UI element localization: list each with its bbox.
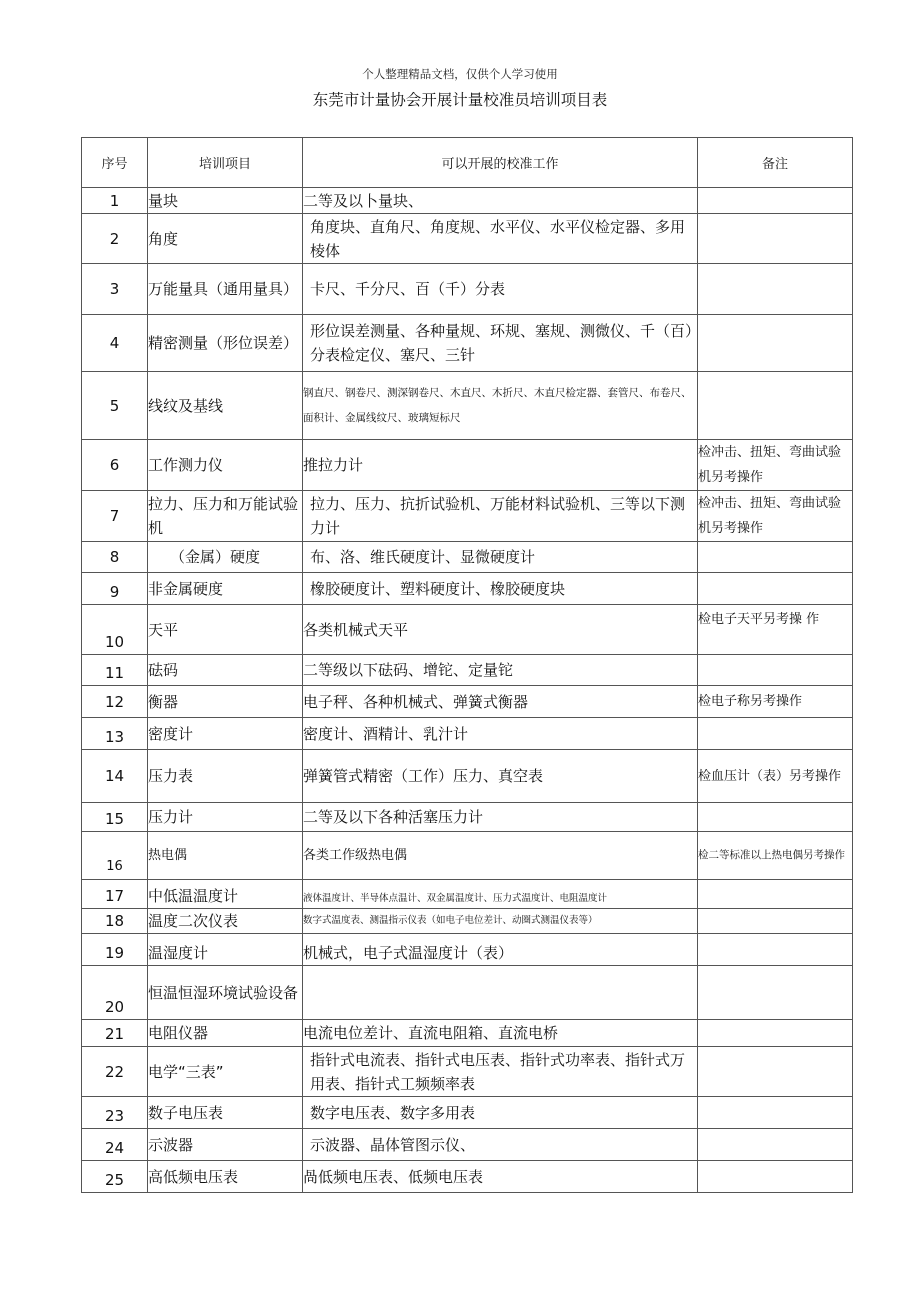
table-row [82,1161,853,1193]
training-table [81,137,853,1193]
cell-work: 弹簧管式精密（工作）压力、真空表 [303,750,698,803]
cell-item: 中低温温度计 [148,880,303,909]
column-header-note: 备注 [698,138,853,188]
table-row [82,750,853,803]
table-row [82,542,853,573]
cell-item: 量块 [148,188,303,214]
table-row [82,188,853,214]
cell-work: 数字式温度表、测温指示仪表（如电子电位差计、动圈式测温仪表等） [303,909,698,934]
cell-work: 各类机械式天平 [303,605,698,655]
cell-work: 电子秤、各种机械式、弹簧式衡器 [303,686,698,718]
table-row [82,573,853,605]
cell-no: 10 [82,605,148,655]
cell-item: 角度 [148,214,303,264]
cell-no: 6 [82,440,148,491]
table-row [82,718,853,750]
cell-note [698,1097,853,1129]
cell-note [698,1020,853,1047]
cell-item: 电学“三表” [148,1047,303,1097]
cell-no: 23 [82,1097,148,1129]
cell-no: 19 [82,934,148,966]
table-row [82,1047,853,1097]
cell-item: 热电偶 [148,832,303,880]
cell-no: 15 [82,803,148,832]
table-row [82,440,853,491]
cell-item: 温度二次仪表 [148,909,303,934]
table-row [82,491,853,542]
cell-no: 7 [82,491,148,542]
table-row [82,909,853,934]
cell-note [698,573,853,605]
column-header-item: 培训项目 [148,138,303,188]
table-row [82,264,853,315]
cell-work: 数字电压表、数字多用表 [303,1097,698,1129]
column-header-work: 可以开展的校准工作 [303,138,698,188]
cell-work: 二等及以卜量块、 [303,188,698,214]
cell-no: 8 [82,542,148,573]
cell-no: 17 [82,880,148,909]
cell-work: 电流电位差计、直流电阻箱、直流电桥 [303,1020,698,1047]
cell-note [698,934,853,966]
cell-item: （金属）硬度 [148,542,303,573]
cell-no: 5 [82,372,148,440]
cell-work: 卡尺、千分尺、百（千）分表 [303,264,698,315]
cell-no: 9 [82,573,148,605]
cell-no: 2 [82,214,148,264]
cell-work: 二等及以下各种活塞压力计 [303,803,698,832]
cell-no: 12 [82,686,148,718]
cell-item: 数子电压表 [148,1097,303,1129]
cell-work: 咼低频电压表、低频电压表 [303,1161,698,1193]
cell-work: 橡胶硬度计、塑料硬度计、橡胶硬度块 [303,573,698,605]
cell-note [698,1047,853,1097]
cell-no: 24 [82,1129,148,1161]
cell-work [303,966,698,1020]
cell-note [698,264,853,315]
cell-note [698,1161,853,1193]
cell-note: 检电子天平另考操 作 [698,605,853,655]
cell-work: 布、洛、维氏硬度计、显微硬度计 [303,542,698,573]
cell-item: 天平 [148,605,303,655]
cell-note [698,966,853,1020]
cell-note [698,655,853,686]
cell-work: 形位误差测量、各种量规、环规、塞规、测微仪、千（百）分表检定仪、塞尺、三针 [303,315,698,372]
cell-note [698,542,853,573]
cell-item: 示波器 [148,1129,303,1161]
cell-no: 11 [82,655,148,686]
cell-no: 20 [82,966,148,1020]
cell-work: 各类工作级热电偶 [303,832,698,880]
cell-item: 衡器 [148,686,303,718]
cell-note [698,803,853,832]
column-header-no: 序号 [82,138,148,188]
cell-note: 检二等标准以上热电偶另考操作 [698,832,853,880]
cell-no: 22 [82,1047,148,1097]
cell-work: 液体温度计、半导体点温计、双金属温度计、压力式温度计、电阻温度计 [303,880,698,909]
table-row [82,1129,853,1161]
cell-no: 18 [82,909,148,934]
cell-item: 高低频电压表 [148,1161,303,1193]
cell-no: 4 [82,315,148,372]
cell-work: 钢直尺、钢卷尺、测深钢卷尺、木直尺、木折尺、木直尺检定器、套管尺、布卷尺、面积计、金属线纹尺、玻璃短标尺 [303,372,698,440]
cell-item: 电阻仪器 [148,1020,303,1047]
table-row [82,605,853,655]
cell-note: 检血压计（表）另考操作 [698,750,853,803]
cell-note: 检冲击、扭矩、弯曲试验机另考操作 [698,491,853,542]
cell-note [698,315,853,372]
cell-no: 16 [82,832,148,880]
cell-work: 拉力、压力、抗折试验机、万能材料试验机、三等以下测力计 [303,491,698,542]
cell-item: 线纹及基线 [148,372,303,440]
cell-item: 压力计 [148,803,303,832]
document-title: 东莞市计量协会开展计量校准员培训项目表 [312,91,608,109]
cell-item: 拉力、压力和万能试验机 [148,491,303,542]
cell-work: 示波器、晶体管图示仪、 [303,1129,698,1161]
cell-item: 工作测力仪 [148,440,303,491]
cell-work: 密度计、酒精计、乳汁计 [303,718,698,750]
cell-no: 3 [82,264,148,315]
cell-item: 恒温恒湿环境试验设备 [148,966,303,1020]
cell-note: 检冲击、扭矩、弯曲试验机另考操作 [698,440,853,491]
cell-item: 密度计 [148,718,303,750]
cell-note [698,214,853,264]
cell-note [698,718,853,750]
table-row [82,966,853,1020]
cell-note [698,880,853,909]
table-row [82,315,853,372]
table-row [82,1097,853,1129]
table-row [82,803,853,832]
cell-no: 25 [82,1161,148,1193]
cell-work: 角度块、直角尺、角度规、水平仪、水平仪检定器、多用棱体 [303,214,698,264]
table-row [82,880,853,909]
cell-item: 精密测量（形位误差） [148,315,303,372]
table-row [82,655,853,686]
cell-no: 1 [82,188,148,214]
cell-note [698,909,853,934]
table-row [82,686,853,718]
table-row [82,934,853,966]
table-header-row [82,138,853,188]
table-row [82,832,853,880]
cell-work: 指针式电流表、指针式电压表、指针式功率表、指针式万用表、指针式工频频率表 [303,1047,698,1097]
cell-note [698,1129,853,1161]
table-row [82,1020,853,1047]
header-note: 个人整理精品文档，仅供个人学习使用 [362,67,558,81]
table-row [82,214,853,264]
cell-no: 14 [82,750,148,803]
cell-work: 二等级以下砝码、增铊、定量铊 [303,655,698,686]
cell-item: 砝码 [148,655,303,686]
cell-item: 温湿度计 [148,934,303,966]
cell-no: 21 [82,1020,148,1047]
cell-note [698,188,853,214]
cell-note [698,372,853,440]
cell-work: 推拉力计 [303,440,698,491]
cell-work: 机械式，电子式温湿度计（表） [303,934,698,966]
cell-item: 非金属硬度 [148,573,303,605]
table-row [82,372,853,440]
cell-no: 13 [82,718,148,750]
cell-item: 压力表 [148,750,303,803]
cell-note: 检电子称另考操作 [698,686,853,718]
cell-item: 万能量具（通用量具） [148,264,303,315]
